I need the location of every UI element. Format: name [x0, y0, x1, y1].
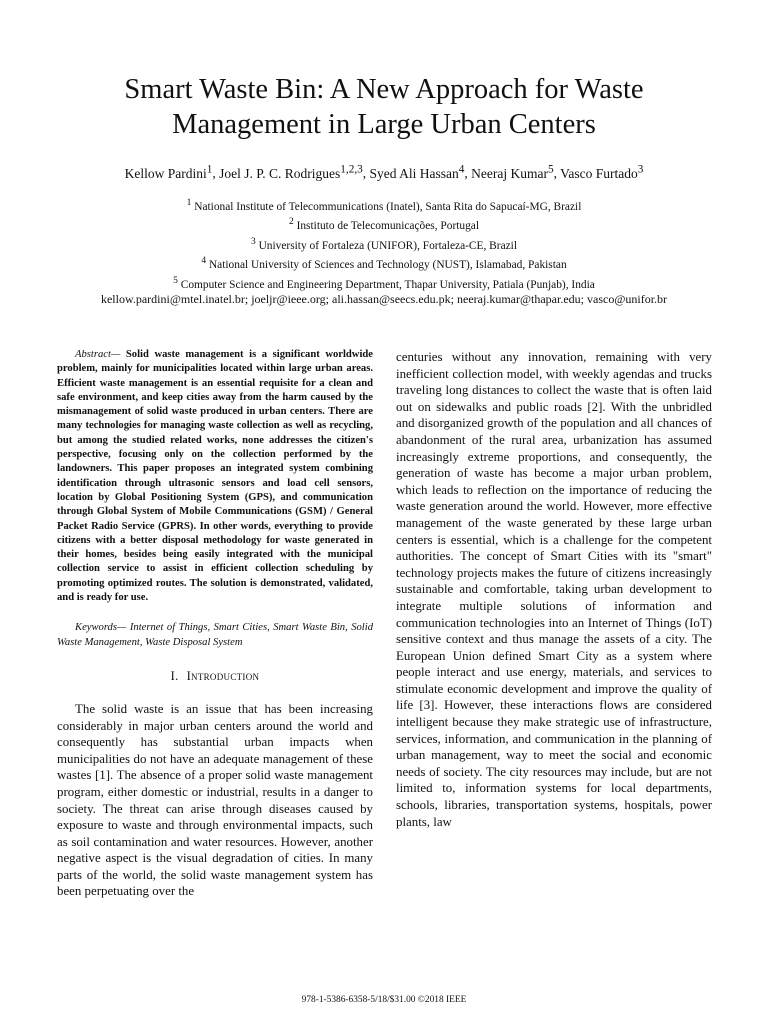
section-title: Introduction [186, 668, 260, 683]
author: Syed Ali Hassan$^4$ [369, 163, 465, 181]
affiliation-list [40, 196, 728, 293]
affiliation: $^5$ Computer Science and Engineering Department, Thapar University, Patiala (Punjab), India [173, 275, 595, 291]
left-column [57, 348, 373, 900]
author: Neeraj Kumar$^5$ [471, 163, 554, 181]
author-list: Kellow Pardini$^1$, Joel J. P. C. Rodrigues$^{1,2,3}$, Syed Ali Hassan$^4$, Neeraj Kumar$^5$, Vasco Furtado$^3$ [124, 163, 644, 181]
author: Kellow Pardini$^1$ [124, 163, 213, 181]
keywords-text: Internet of Things, Smart Cities, Smart Waste Bin, Solid Waste Management, Waste Disposal System [57, 622, 373, 648]
affiliation: $^1$ National Institute of Telecommunications (Inatel), Santa Rita do Sapucaí-MG, Brazil [186, 198, 582, 213]
author: Vasco Furtado$^3$ [560, 163, 644, 181]
author: Joel J. P. C. Rodrigues$^{1,2,3}$ [219, 163, 363, 181]
abstract-label: Abstract— [75, 349, 121, 360]
abstract [57, 348, 373, 605]
copyright-footer: 978-1-5386-6358-5/18/$31.00 ©2018 IEEE [301, 995, 467, 1005]
right-column [396, 349, 712, 830]
section-heading [57, 668, 373, 684]
keywords-label: Keywords— [75, 622, 127, 634]
affiliation: $^2$ Instituto de Telecomunicações, Portugal [288, 217, 480, 233]
intro-paragraph-continued: centuries without any innovation, remaining with very inefficient collection model, with weekly agendas and trucks traveling long distances to collect the waste that is often laid out on sidewalks and public roads [2]. With the unbridled and disorganized growth of the population and all chances of abandonment of the rural area, urbanization has assumed increasingly extreme proportions, and consequently, the generation of waste has become a major urban problem, which leads to reflection on the importance of reducing the waste generation around the world. However, more effective management of the waste generated by these large urban centers is essential, which is a challenge for the competent authorities. The concept of Smart Cities with its "smart" technology projects makes the future of citizens increasingly sustainable and comfortable, taking urban development to integrate multiple solutions of information and communication technologies into an Internet of Things (IoT) sensitive context and thus manage the assets of a city. The European Union defined Smart City as a system where people interact and use energy, materials, and services to stimulate economic development and improve the quality of life [3]. However, these interactions flows are considered intelligent because they make strategic use of infrastructure, services, information, and communication in the planning of urban management, way to meet the social and economic needs of society. The city resources may include, but are not limited to, information systems for local departments, schools, libraries, transportation systems, hospitals, power plants, law [396, 350, 712, 829]
abstract-text: Solid waste management is a significant worldwide problem, mainly for municipalities located within large urban areas. Efficient waste management is an essential requisite for a clean and safe environment, and keep cities away from the harm caused by the mismanagement of solid waste produced in urban centers. There are many technologies for managing waste collection as well as recycling, but among the studied related works, none addresses the citizen's perspective, focusing only on the collection performed by the landowners. This paper proposes an integrated system combining identification through ultrasonic sensors and load cell sensors, location by Global Positioning System (GPS), and communication through Global System of Mobile Communications (GSM) / General Packet Radio Service (GPRS). In other words, everything to provide citizens with a better disposal methodology for waste generated in their homes, besides being easily integrated with the municipal collection service to assist in efficient collection scheduling by promoting optimized routes. The solution is demonstrated, validated, and is ready for use. [57, 349, 373, 604]
affiliation: $^3$ University of Fortaleza (UNIFOR), Fortaleza-CE, Brazil [250, 236, 518, 252]
keywords [57, 621, 373, 650]
author-emails: kellow.pardini@mtel.inatel.br; joeljr@ieee.org; ali.hassan@seecs.edu.pk; neeraj.kumar@thapar.edu; vasco@unifor.br [100, 292, 668, 306]
section-number: I. [170, 668, 179, 683]
intro-paragraph: The solid waste is an issue that has been increasing considerably in major urban centers around the world and consequently has substantial urban impacts when municipalities do not have an adequate management of these wastes [1]. The absence of a proper solid waste management program, either domestic or industrial, results in a danger to society. The threat can arise through diseases caused by exposure to waste and through environmental impacts, such as soil contamination and water resources. However, another negative aspect is the visual degradation of cities. In many parts of the world, the solid waste management system has been perpetuating over the [57, 701, 373, 899]
paper-title: Smart Waste Bin: A New Approach for Waste Management in Large Urban Centers [124, 74, 644, 140]
affiliation: $^4$ National University of Sciences and Technology (NUST), Islamabad, Pakistan [201, 256, 567, 271]
